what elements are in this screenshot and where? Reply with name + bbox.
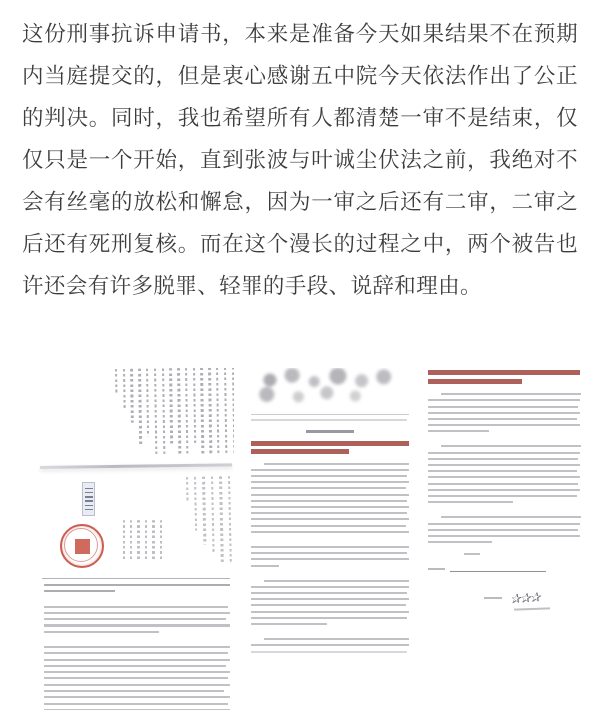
blurred-photo-region <box>251 368 409 408</box>
seal-side-columns <box>108 520 162 570</box>
closing-tag-line <box>464 553 480 555</box>
right-document-body <box>428 370 580 621</box>
handwritten-signature <box>484 591 580 621</box>
document-images-strip <box>0 368 600 710</box>
petition-body-text <box>44 584 230 710</box>
middle-document-body <box>251 412 409 657</box>
signature-glyph: ✰✰✰ <box>509 590 541 608</box>
document-image-right[interactable] <box>424 368 584 710</box>
vertical-text-sheet <box>48 368 234 462</box>
seal-inner-ring <box>64 528 98 562</box>
section-divider-rule <box>42 578 230 579</box>
petition-sheet <box>38 474 234 710</box>
document-image-left[interactable] <box>38 368 234 710</box>
right-vertical-text <box>170 476 232 563</box>
appeal-heading-red <box>428 370 580 375</box>
blue-stamp-box <box>82 482 95 516</box>
document-image-middle[interactable] <box>247 368 412 710</box>
signature-date <box>514 607 550 610</box>
appeal-heading-red-2 <box>428 379 522 384</box>
signature-rule <box>428 565 580 575</box>
document-title <box>306 430 354 432</box>
section-heading-red <box>251 441 409 446</box>
signature-label <box>484 597 502 599</box>
statement-paragraph: 这份刑事抗诉申请书，本来是准备今天如果结果不在预期内当庭提交的，但是衷心感谢五中院今天依法作出了公正的判决。同时，我也希望所有人都清楚一审不是结束，仅仅只是一个开始，直到张波与叶诚尘伏法之前，我绝对不会有丝毫的放松和懈怠，因为一审之后还有二审，二审之后还有死刑复核。而在这个漫长的过程之中，两个被告也许还会有许多脱罪、轻罪的手段、说辞和理由。 <box>22 22 578 299</box>
paper-edge-divider <box>40 463 232 469</box>
section-heading-red-2 <box>251 449 349 454</box>
statement-block <box>0 0 600 308</box>
